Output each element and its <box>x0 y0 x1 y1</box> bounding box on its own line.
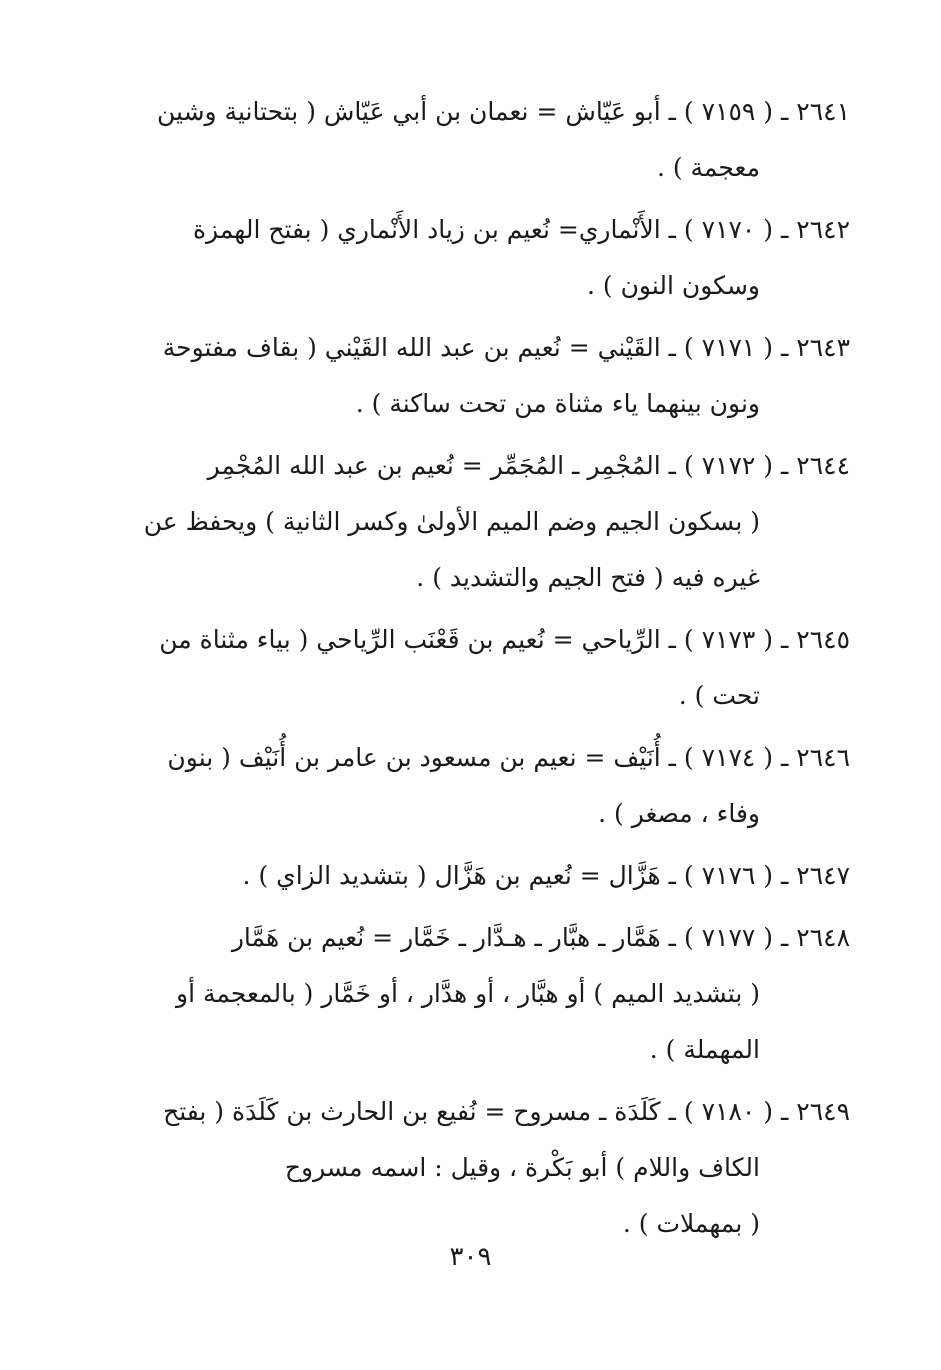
entry-line: وفاء ، مصغر ) . <box>598 799 760 828</box>
entry-line: ٢٦٤١ ـ ( ٧١٥٩ ) ـ أبو عَيّاش = نعمان بن أبي عَيّاش ( بتحتانية وشين <box>157 97 850 126</box>
entry-line: ونون بينهما ياء مثناة من تحت ساكنة ) . <box>355 389 760 418</box>
entry-line: ( بتشديد الميم ) أو هبَّار ، أو هدَّار ، أو خَمَّار ( بالمعجمة أو <box>176 979 760 1008</box>
entry-line: غيره فيه ( فتح الجيم والتشديد ) . <box>416 563 760 592</box>
entry-line: معجمة ) . <box>656 153 760 182</box>
entry-2649 <box>98 1084 850 1252</box>
entry-2644 <box>98 438 850 606</box>
entry-line: الكاف واللام ) أبو بَكْرة ، وقيل : اسمه مسروح <box>284 1153 760 1182</box>
entry-line: المهملة ) . <box>649 1035 760 1064</box>
entry-2642 <box>98 202 850 314</box>
entry-line: ٢٦٤٤ ـ ( ٧١٧٢ ) ـ المُجْمِر ـ المُجَمِّر = نُعيم بن عبد الله المُجْمِر <box>207 451 850 480</box>
entry-line: ٢٦٤٥ ـ ( ٧١٧٣ ) ـ الرِّياحي = نُعيم بن قَعْنَب الرِّياحي ( بياء مثناة من <box>159 625 850 654</box>
entry-2646 <box>98 730 850 842</box>
entry-2641 <box>98 84 850 196</box>
entry-2643 <box>98 320 850 432</box>
document-body <box>98 84 850 1258</box>
entry-line: ٢٦٤٨ ـ ( ٧١٧٧ ) ـ هَمَّار ـ هبَّار ـ هـدَّار ـ خَمَّار = نُعيم بن هَمَّار <box>231 923 850 952</box>
entry-line: ٢٦٤٦ ـ ( ٧١٧٤ ) ـ أُنَيْف = نعيم بن مسعود بن عامر بن أُنَيْف ( بنون <box>167 743 850 772</box>
entry-line: ( بسكون الجيم وضم الميم الأولىٰ وكسر الثانية ) ويحفظ عن <box>143 507 760 536</box>
entry-line: وسكون النون ) . <box>586 271 760 300</box>
entry-line: ٢٦٤٣ ـ ( ٧١٧١ ) ـ القَيْني = نُعيم بن عبد الله القَيْني ( بقاف مفتوحة <box>162 333 850 362</box>
entry-line: تحت ) . <box>678 681 760 710</box>
entry-line: ٢٦٤٩ ـ ( ٧١٨٠ ) ـ كَلَدَة ـ مسروح = نُفيع بن الحارث بن كَلَدَة ( بفتح <box>163 1097 850 1126</box>
entry-2645 <box>98 612 850 724</box>
entry-line: ٢٦٤٧ ـ ( ٧١٧٦ ) ـ هَزَّال = نُعيم بن هَزَّال ( بتشديد الزاي ) . <box>242 861 850 890</box>
entry-2647 <box>98 848 850 904</box>
entry-line: ( بمهملات ) . <box>622 1209 760 1238</box>
entry-2648 <box>98 910 850 1078</box>
entry-line: ٢٦٤٢ ـ ( ٧١٧٠ ) ـ الأَنْماري= نُعيم بن زياد الأَنْماري ( بفتح الهمزة <box>192 215 850 244</box>
page-number: ٣٠٩ <box>449 1242 492 1272</box>
